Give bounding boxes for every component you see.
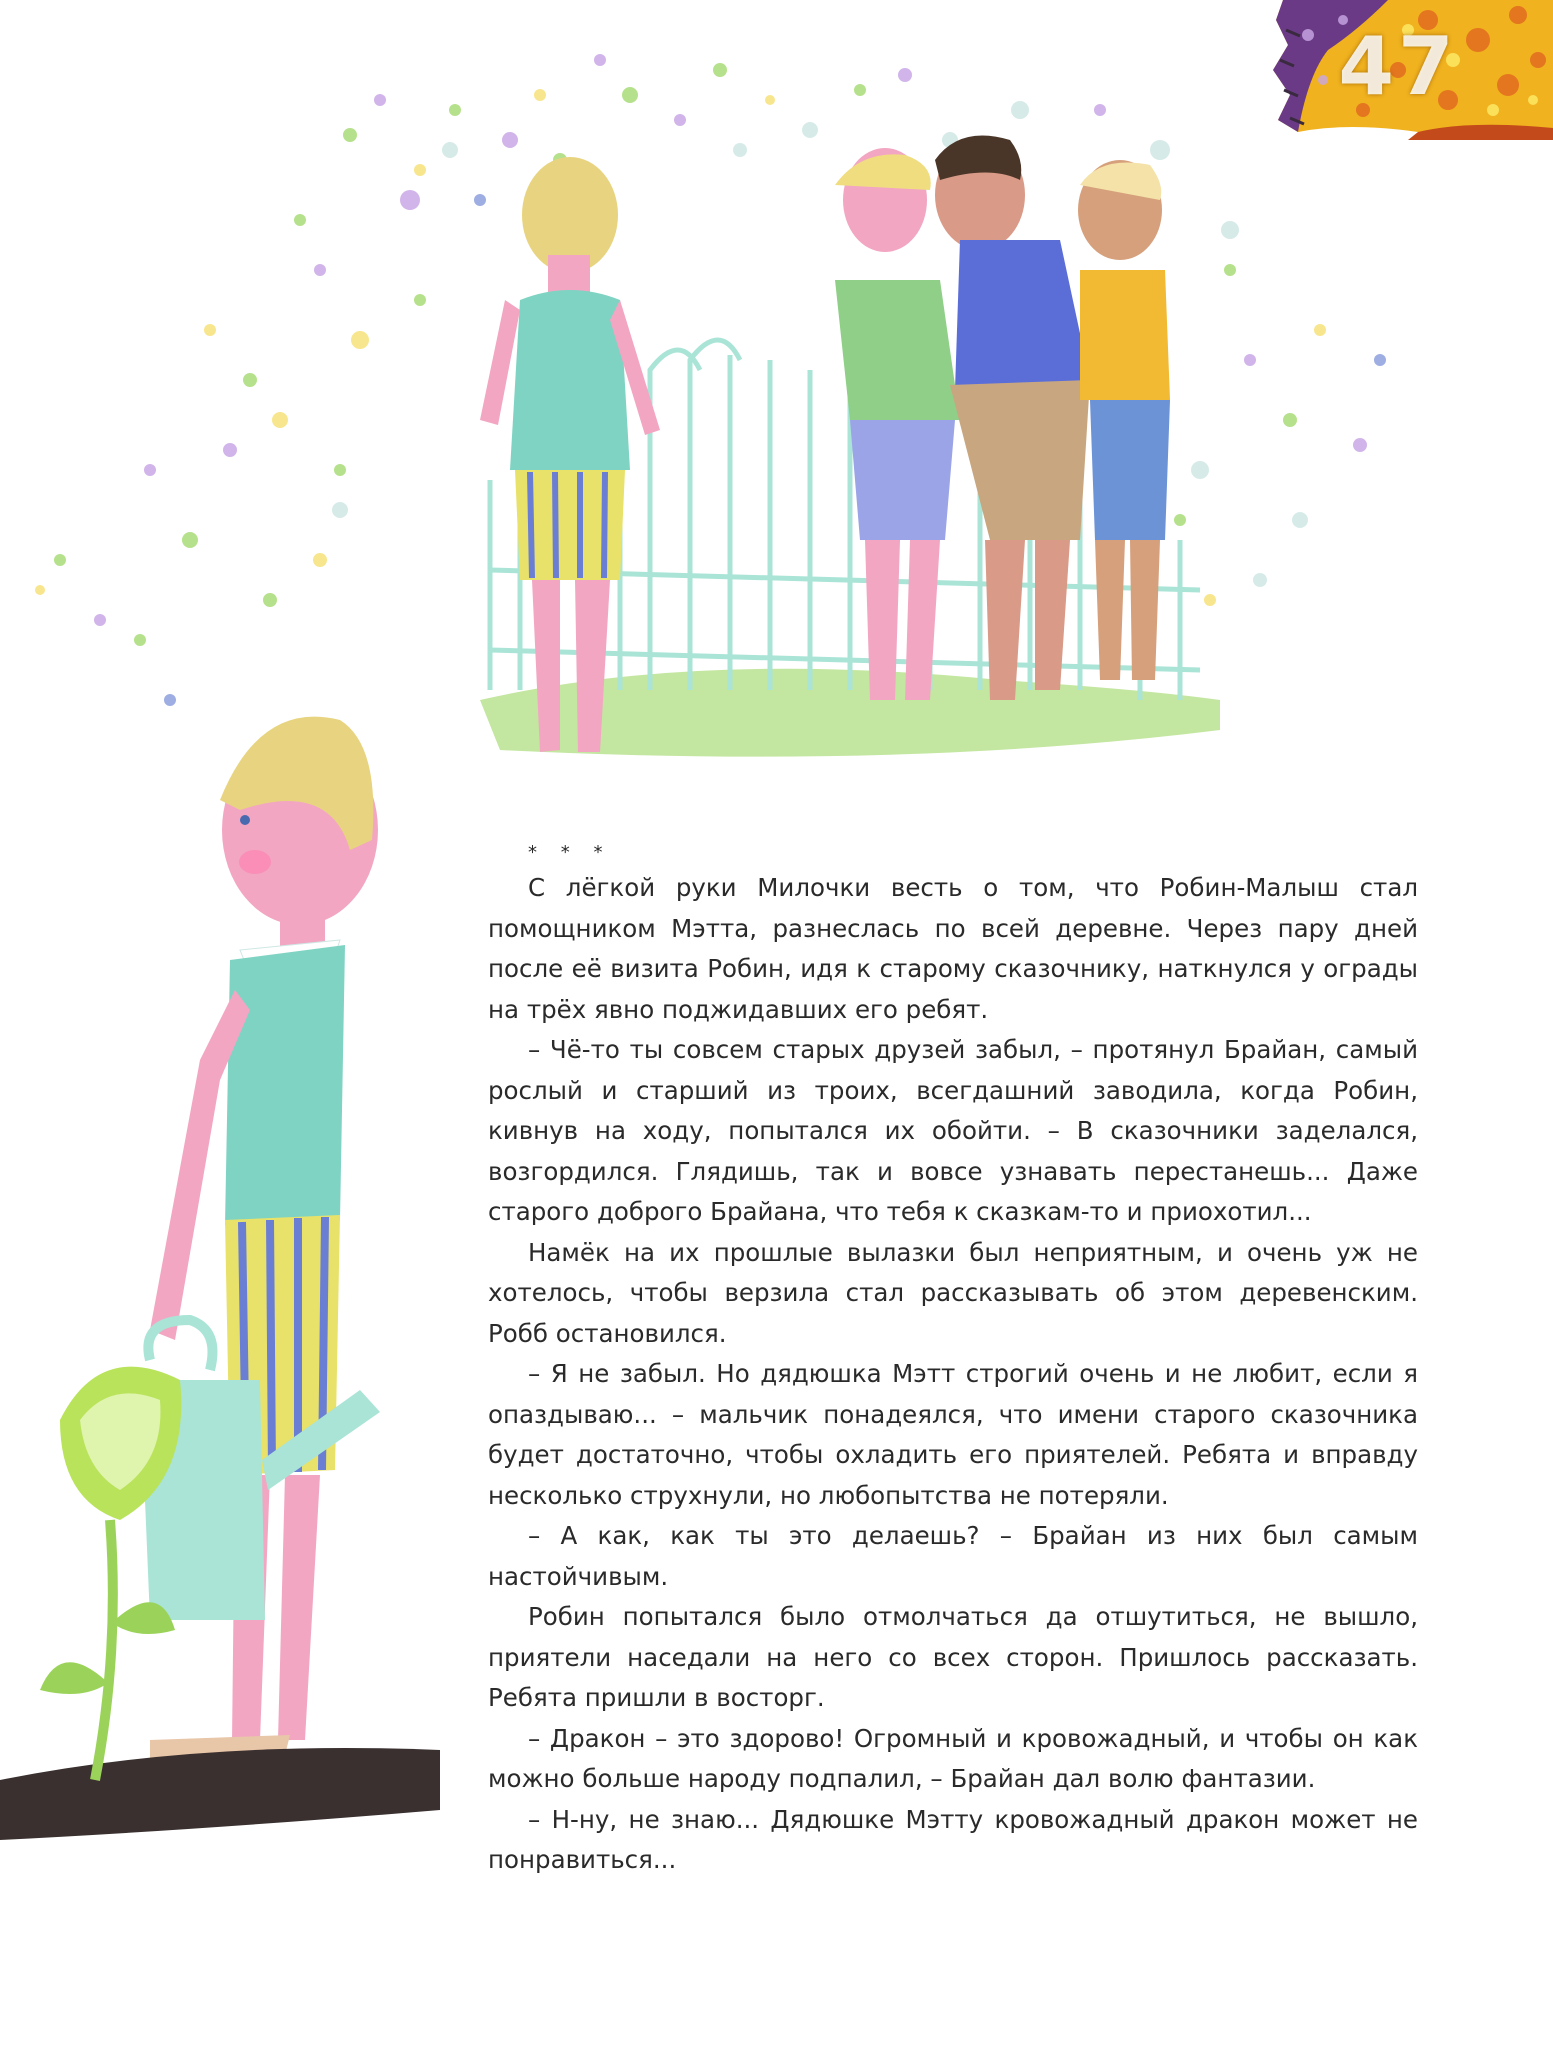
boy-yellow-vest: [1078, 160, 1170, 680]
story-text: [488, 838, 1418, 1881]
paragraph: – Чё-то ты совсем старых друзей забыл, – протянул Брайан, самый рослый и старший из троих, всегдашний заводила, когда Робин, кивнув на ходу, попытался их обойти. – В сказочники заделался, возгордился. Глядишь, так и вовсе узнавать перестанешь... Даже старого доброго Брайана, что тебя к сказкам-то и приохотил...: [488, 1035, 1418, 1226]
boys-at-gate-illustration: [0, 0, 1553, 820]
paragraph: – А как, как ты это делаешь? – Брайан из них был самым настойчивым.: [488, 1521, 1418, 1591]
paragraph: – Я не забыл. Но дядюшка Мэтт строгий очень и не любит, если я опаздываю... – мальчик понадеялся, что имени старого сказочника будет достаточно, чтобы охладить его приятелей. Ребята и вправду несколько струхнули, но любопытства не потеряли.: [488, 1359, 1418, 1510]
paragraph: Намёк на их прошлые вылазки был неприятным, и очень уж не хотелось, чтобы верзила стал рассказывать об этом деревенским. Робб остановился.: [488, 1237, 1418, 1348]
section-separator: * * *: [528, 842, 612, 863]
boy-from-behind: [480, 157, 660, 752]
page-number: 47: [1338, 20, 1458, 113]
paragraph: – Дракон – это здорово! Огромный и кровожадный, и чтобы он как можно больше народу подпалил, – Брайан дал волю фантазии.: [488, 1723, 1418, 1793]
boy-with-hat: [835, 148, 960, 700]
paragraph: С лёгкой руки Милочки весть о том, что Робин-Малыш стал помощником Мэтта, разнеслась по всей деревне. Через пару дней после её визита Робин, идя к старому сказочнику, наткнулся у ограды на трёх явно поджидавших его ребят.: [488, 873, 1418, 1024]
confetti-dots: [35, 54, 1386, 706]
boy-with-watering-can-illustration: [0, 700, 440, 1950]
paragraph: Робин попытался было отмолчаться да отшутиться, не вышло, приятели наседали на него со всех сторон. Пришлось рассказать. Ребята пришли в восторг.: [488, 1602, 1418, 1712]
paragraph: – Н-ну, не знаю... Дядюшке Мэтту кровожадный дракон может не понравиться...: [488, 1804, 1418, 1874]
